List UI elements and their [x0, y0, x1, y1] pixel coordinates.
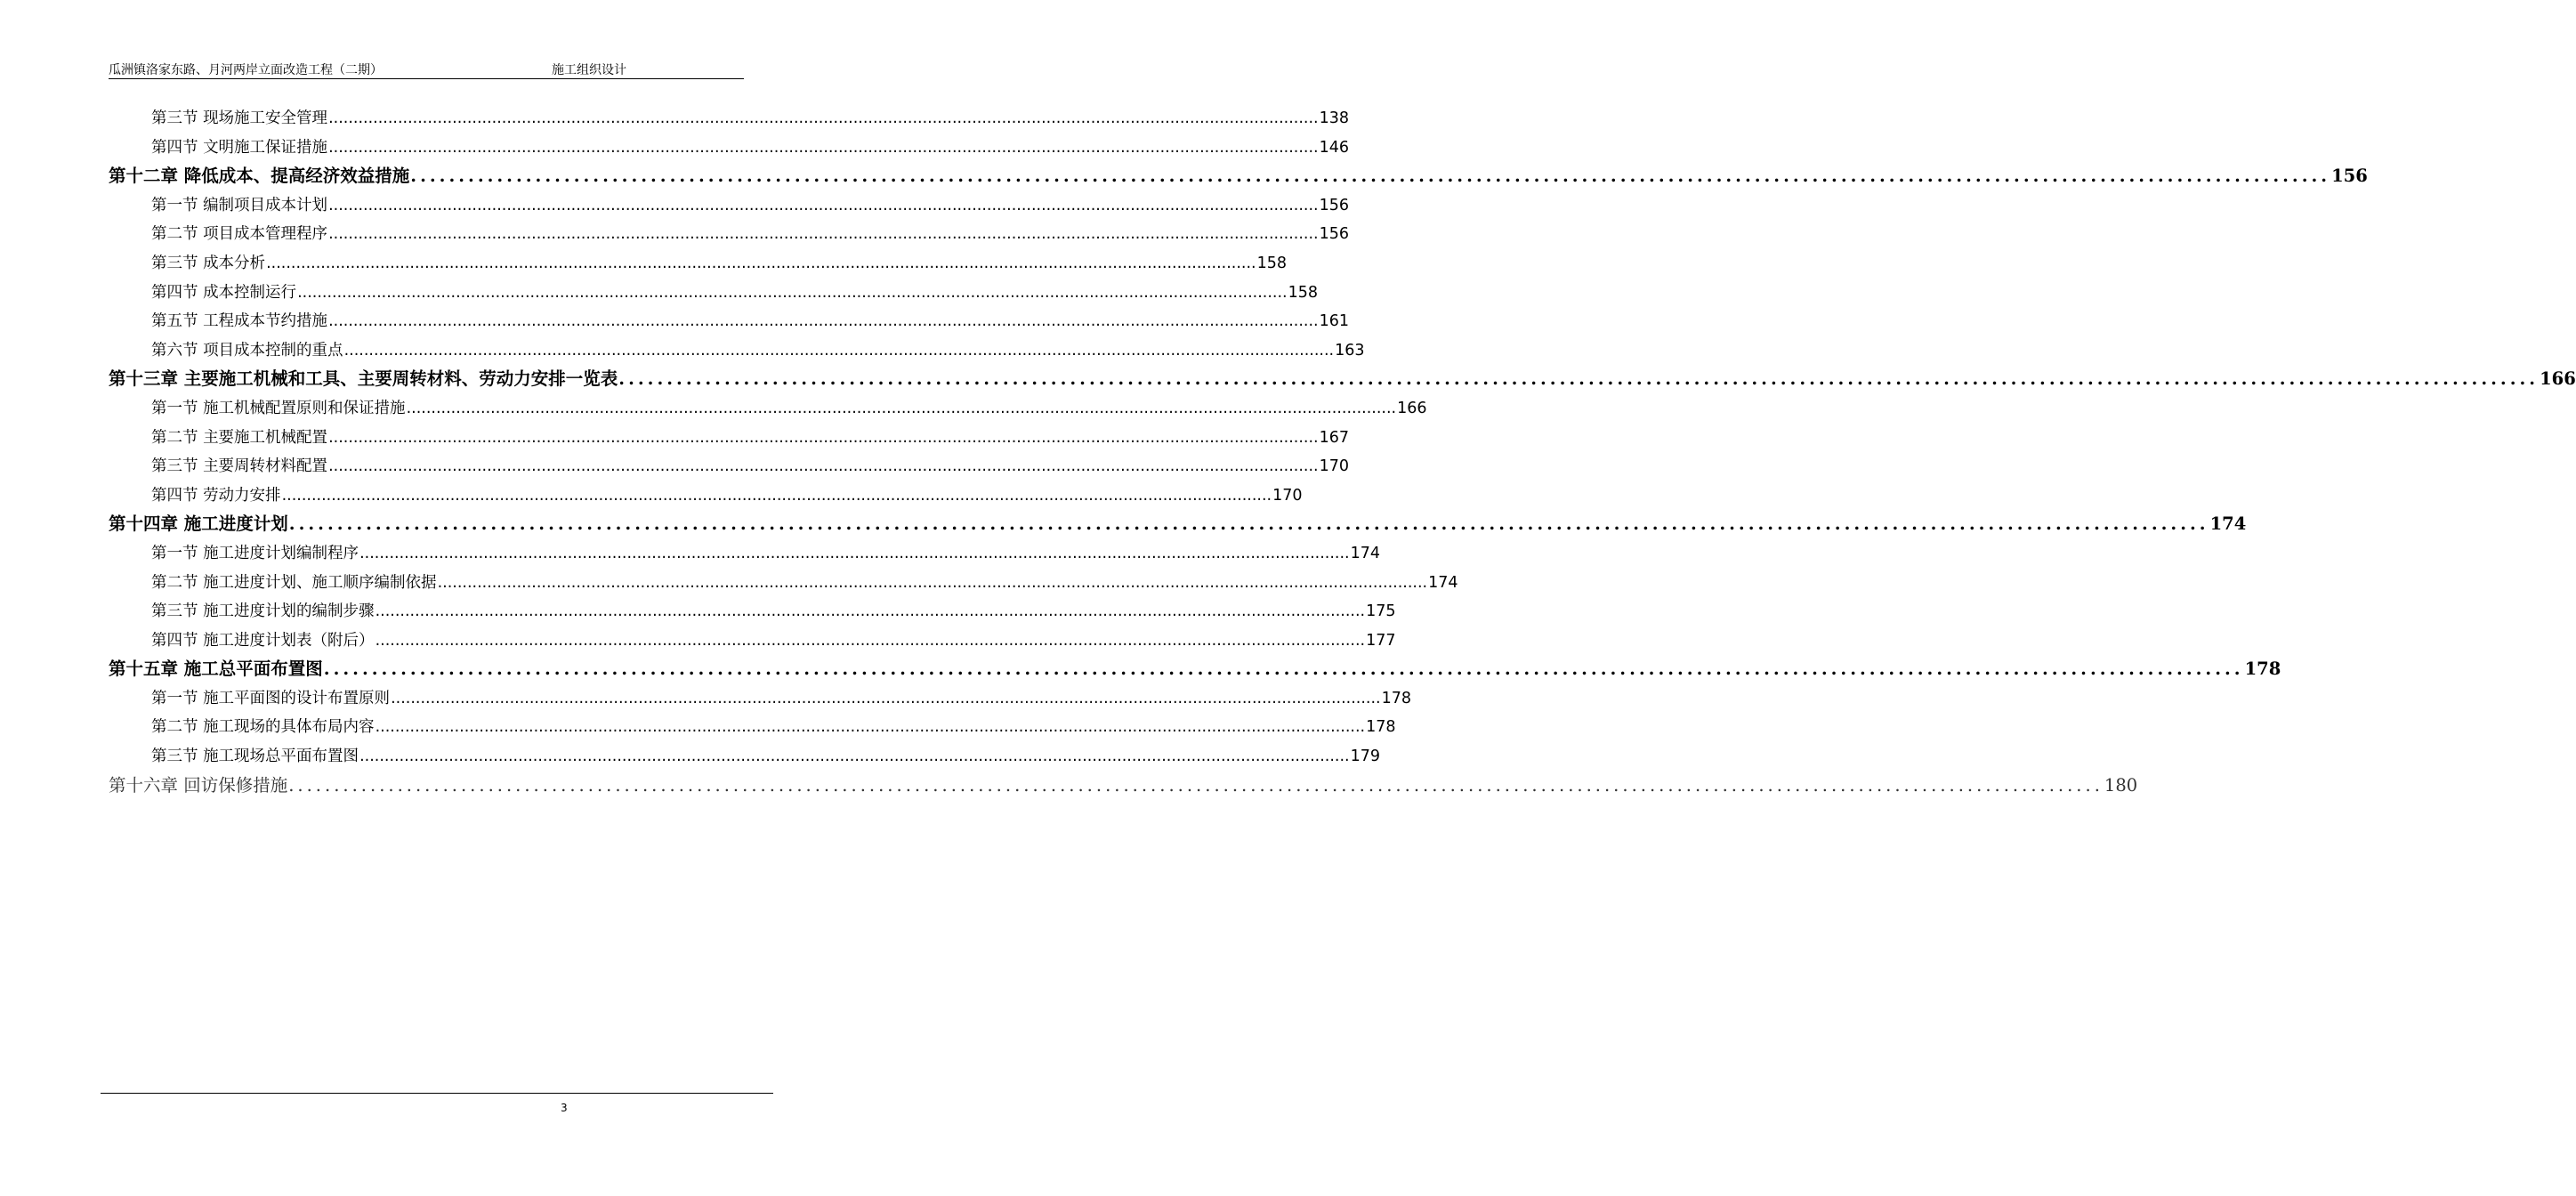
toc-dot-leader: ........................................................................................................................................................................................................: [359, 544, 1350, 562]
toc-section-entry[interactable]: [109, 713, 1396, 742]
toc-section-entry[interactable]: [109, 336, 1365, 366]
toc-entry-page: 138: [1319, 109, 1350, 127]
toc-entry-page: 174: [1428, 573, 1458, 592]
toc-dot-leader: ........................................................................................................................................................................................................: [323, 659, 2244, 680]
toc-dot-leader: ........................................................................................................................................................................................................: [618, 368, 2540, 390]
toc-entry-title: 第一节 施工机械配置原则和保证措施: [151, 399, 406, 417]
toc-entry-title: 第五节 工程成本节约措施: [151, 312, 328, 331]
toc-entry-title: 第一节 施工进度计划编制程序: [151, 544, 359, 562]
toc-entry-title: 第三节 主要周转材料配置: [151, 457, 328, 476]
toc-entry-page: 174: [2209, 513, 2247, 535]
toc-section-entry[interactable]: [109, 481, 1303, 511]
toc-section-entry[interactable]: [109, 191, 1350, 221]
toc-section-entry[interactable]: [109, 424, 1350, 453]
toc-entry-page: 156: [1319, 225, 1350, 244]
toc-dot-leader: ........................................................................................................................................................................................................: [288, 774, 2104, 796]
toc-dot-leader: ........................................................................................................................................................................................................: [288, 513, 2209, 535]
toc-dot-leader: ........................................................................................................................................................................................................: [328, 312, 1319, 331]
toc-chapter-entry[interactable]: [109, 655, 2281, 684]
toc-section-entry[interactable]: [109, 307, 1350, 336]
toc-dot-leader: ........................................................................................................................................................................................................: [406, 399, 1397, 417]
toc-dot-leader: ........................................................................................................................................................................................................: [328, 196, 1319, 214]
toc-entry-page: 166: [2540, 368, 2576, 390]
toc-section-entry[interactable]: [109, 626, 1396, 656]
toc-section-entry[interactable]: [109, 597, 1396, 626]
toc-dot-leader: ........................................................................................................................................................................................................: [328, 428, 1319, 447]
toc-section-entry[interactable]: [109, 684, 1412, 714]
toc-section-entry[interactable]: [109, 569, 1458, 598]
toc-dot-leader: ........................................................................................................................................................................................................: [375, 602, 1366, 621]
toc-entry-title: 第二节 施工现场的具体布局内容: [151, 718, 375, 737]
toc-section-entry[interactable]: [109, 249, 1288, 279]
toc-entry-page: 146: [1319, 138, 1350, 157]
toc-section-entry[interactable]: [109, 394, 1427, 424]
toc-entry-page: 166: [1397, 399, 1427, 417]
page-number: 3: [561, 1102, 568, 1114]
toc-entry-page: 170: [1319, 457, 1350, 476]
toc-section-entry[interactable]: [109, 133, 1350, 163]
toc-entry-title: 第三节 施工现场总平面布置图: [151, 748, 359, 766]
document-type: 施工组织设计: [552, 63, 626, 77]
toc-dot-leader: ........................................................................................................................................................................................................: [343, 341, 1335, 360]
toc-dot-leader: ........................................................................................................................................................................................................: [391, 689, 1381, 707]
toc-entry-page: 156: [1319, 196, 1350, 214]
toc-dot-leader: ........................................................................................................................................................................................................: [328, 109, 1319, 127]
toc-chapter-entry[interactable]: [109, 772, 2138, 801]
toc-section-entry[interactable]: [109, 452, 1350, 481]
toc-dot-leader: ........................................................................................................................................................................................................: [375, 631, 1366, 650]
toc-dot-leader: ........................................................................................................................................................................................................: [328, 138, 1319, 157]
toc-dot-leader: ........................................................................................................................................................................................................: [359, 748, 1350, 766]
toc-entry-title: 第十三章 主要施工机械和工具、主要周转材料、劳动力安排一览表: [109, 368, 618, 390]
toc-entry-page: 161: [1319, 312, 1350, 331]
footer-divider: [101, 1093, 773, 1094]
toc-dot-leader: ........................................................................................................................................................................................................: [328, 225, 1319, 244]
toc-entry-page: 158: [1288, 283, 1319, 302]
toc-entry-title: 第十五章 施工总平面布置图: [109, 659, 323, 680]
toc-entry-page: 170: [1272, 486, 1303, 505]
toc-entry-title: 第一节 施工平面图的设计布置原则: [151, 689, 391, 707]
toc-section-entry[interactable]: [109, 279, 1319, 308]
toc-entry-title: 第一节 编制项目成本计划: [151, 196, 328, 214]
project-title: 瓜洲镇洛家东路、月河两岸立面改造工程（二期）: [109, 63, 383, 77]
toc-entry-page: 175: [1366, 602, 1396, 621]
toc-chapter-entry[interactable]: [109, 510, 2247, 539]
toc-entry-title: 第三节 成本分析: [151, 254, 266, 272]
toc-dot-leader: ........................................................................................................................................................................................................: [410, 166, 2331, 187]
toc-chapter-entry[interactable]: [109, 365, 2576, 394]
toc-dot-leader: ........................................................................................................................................................................................................: [297, 283, 1288, 302]
toc-section-entry[interactable]: [109, 539, 1381, 569]
toc-chapter-entry[interactable]: [109, 162, 2368, 191]
toc-dot-leader: ........................................................................................................................................................................................................: [375, 718, 1366, 737]
toc-section-entry[interactable]: [109, 104, 1350, 133]
toc-entry-page: 156: [2331, 166, 2368, 187]
toc-entry-page: 163: [1335, 341, 1365, 360]
toc-entry-title: 第四节 成本控制运行: [151, 283, 297, 302]
toc-entry-title: 第三节 现场施工安全管理: [151, 109, 328, 127]
toc-entry-title: 第二节 主要施工机械配置: [151, 428, 328, 447]
toc-entry-title: 第二节 施工进度计划、施工顺序编制依据: [151, 573, 437, 592]
toc-entry-page: 178: [1381, 689, 1412, 707]
toc-entry-page: 158: [1256, 254, 1288, 272]
toc-dot-leader: ........................................................................................................................................................................................................: [266, 254, 1256, 272]
toc-entry-title: 第十六章 回访保修措施: [109, 774, 288, 796]
toc-entry-page: 167: [1319, 428, 1350, 447]
toc-dot-leader: ........................................................................................................................................................................................................: [281, 486, 1272, 505]
toc-dot-leader: ........................................................................................................................................................................................................: [328, 457, 1319, 476]
toc-entry-title: 第四节 劳动力安排: [151, 486, 281, 505]
toc-entry-page: 177: [1366, 631, 1396, 650]
toc-entry-page: 174: [1350, 544, 1381, 562]
table-of-contents: [109, 104, 2576, 800]
toc-entry-title: 第六节 项目成本控制的重点: [151, 341, 343, 360]
toc-entry-page: 178: [2244, 659, 2281, 680]
toc-entry-title: 第十四章 施工进度计划: [109, 513, 288, 535]
toc-entry-page: 179: [1350, 748, 1381, 766]
toc-entry-title: 第三节 施工进度计划的编制步骤: [151, 602, 375, 621]
toc-dot-leader: ........................................................................................................................................................................................................: [437, 573, 1428, 592]
toc-entry-page: 178: [1366, 718, 1396, 737]
toc-entry-page: 180: [2104, 774, 2138, 796]
toc-entry-title: 第二节 项目成本管理程序: [151, 225, 328, 244]
toc-section-entry[interactable]: [109, 742, 1381, 772]
toc-section-entry[interactable]: [109, 220, 1350, 249]
toc-entry-title: 第四节 文明施工保证措施: [151, 138, 328, 157]
page-header: [109, 59, 744, 79]
toc-entry-title: 第十二章 降低成本、提高经济效益措施: [109, 166, 410, 187]
toc-entry-title: 第四节 施工进度计划表（附后）: [151, 631, 375, 650]
